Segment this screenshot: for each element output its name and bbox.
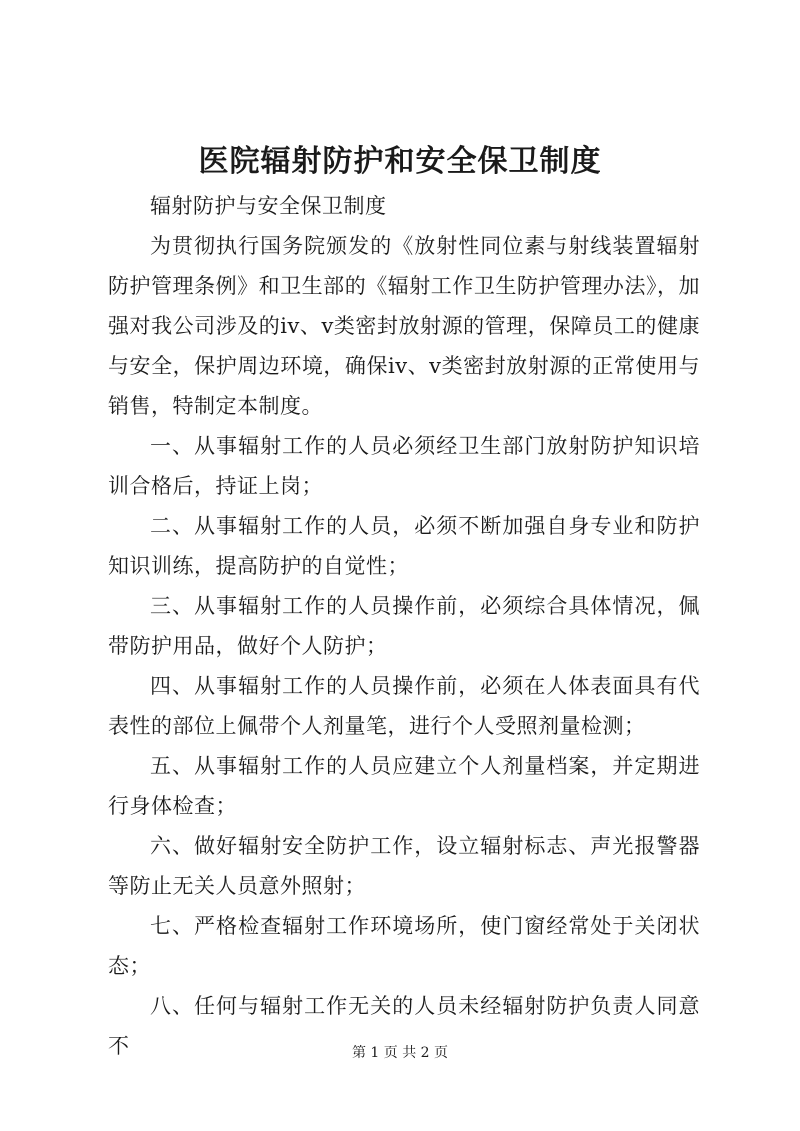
rule-paragraph-8: 八、任何与辐射工作无关的人员未经辐射防护负责人同意不 bbox=[108, 994, 700, 1058]
rule-paragraph-7: 七、严格检查辐射工作环境场所，使门窗经常处于关闭状态； bbox=[108, 914, 700, 978]
document-body bbox=[108, 186, 700, 1066]
rule-paragraph-2: 二、从事辐射工作的人员，必须不断加强自身专业和防护知识训练，提高防护的自觉性； bbox=[108, 514, 700, 578]
rule-paragraph-1: 一、从事辐射工作的人员必须经卫生部门放射防护知识培训合格后，持证上岗； bbox=[108, 434, 700, 498]
subtitle-paragraph: 辐射防护与安全保卫制度 bbox=[150, 194, 387, 218]
rule-paragraph-4: 四、从事辐射工作的人员操作前，必须在人体表面具有代表性的部位上佩带个人剂量笔，进行个人受照剂量检测； bbox=[108, 674, 700, 738]
rule-paragraph-3: 三、从事辐射工作的人员操作前，必须综合具体情况，佩带防护用品，做好个人防护； bbox=[108, 594, 700, 658]
rule-paragraph-5: 五、从事辐射工作的人员应建立个人剂量档案，并定期进行身体检查； bbox=[108, 754, 700, 818]
rule-paragraph-6: 六、做好辐射安全防护工作，设立辐射标志、声光报警器等防止无关人员意外照射； bbox=[108, 834, 700, 898]
intro-paragraph: 为贯彻执行国务院颁发的《放射性同位素与射线装置辐射防护管理条例》和卫生部的《辐射工作卫生防护管理办法》，加强对我公司涉及的iv、v类密封放射源的管理，保障员工的健康与安全，保护周边环境，确保iv、v类密封放射源的正常使用与销售，特制定本制度。 bbox=[108, 234, 700, 418]
page-number-footer: 第 1 页 共 2 页 bbox=[351, 1045, 449, 1061]
document-title: 医院辐射防护和安全保卫制度 bbox=[198, 144, 602, 179]
